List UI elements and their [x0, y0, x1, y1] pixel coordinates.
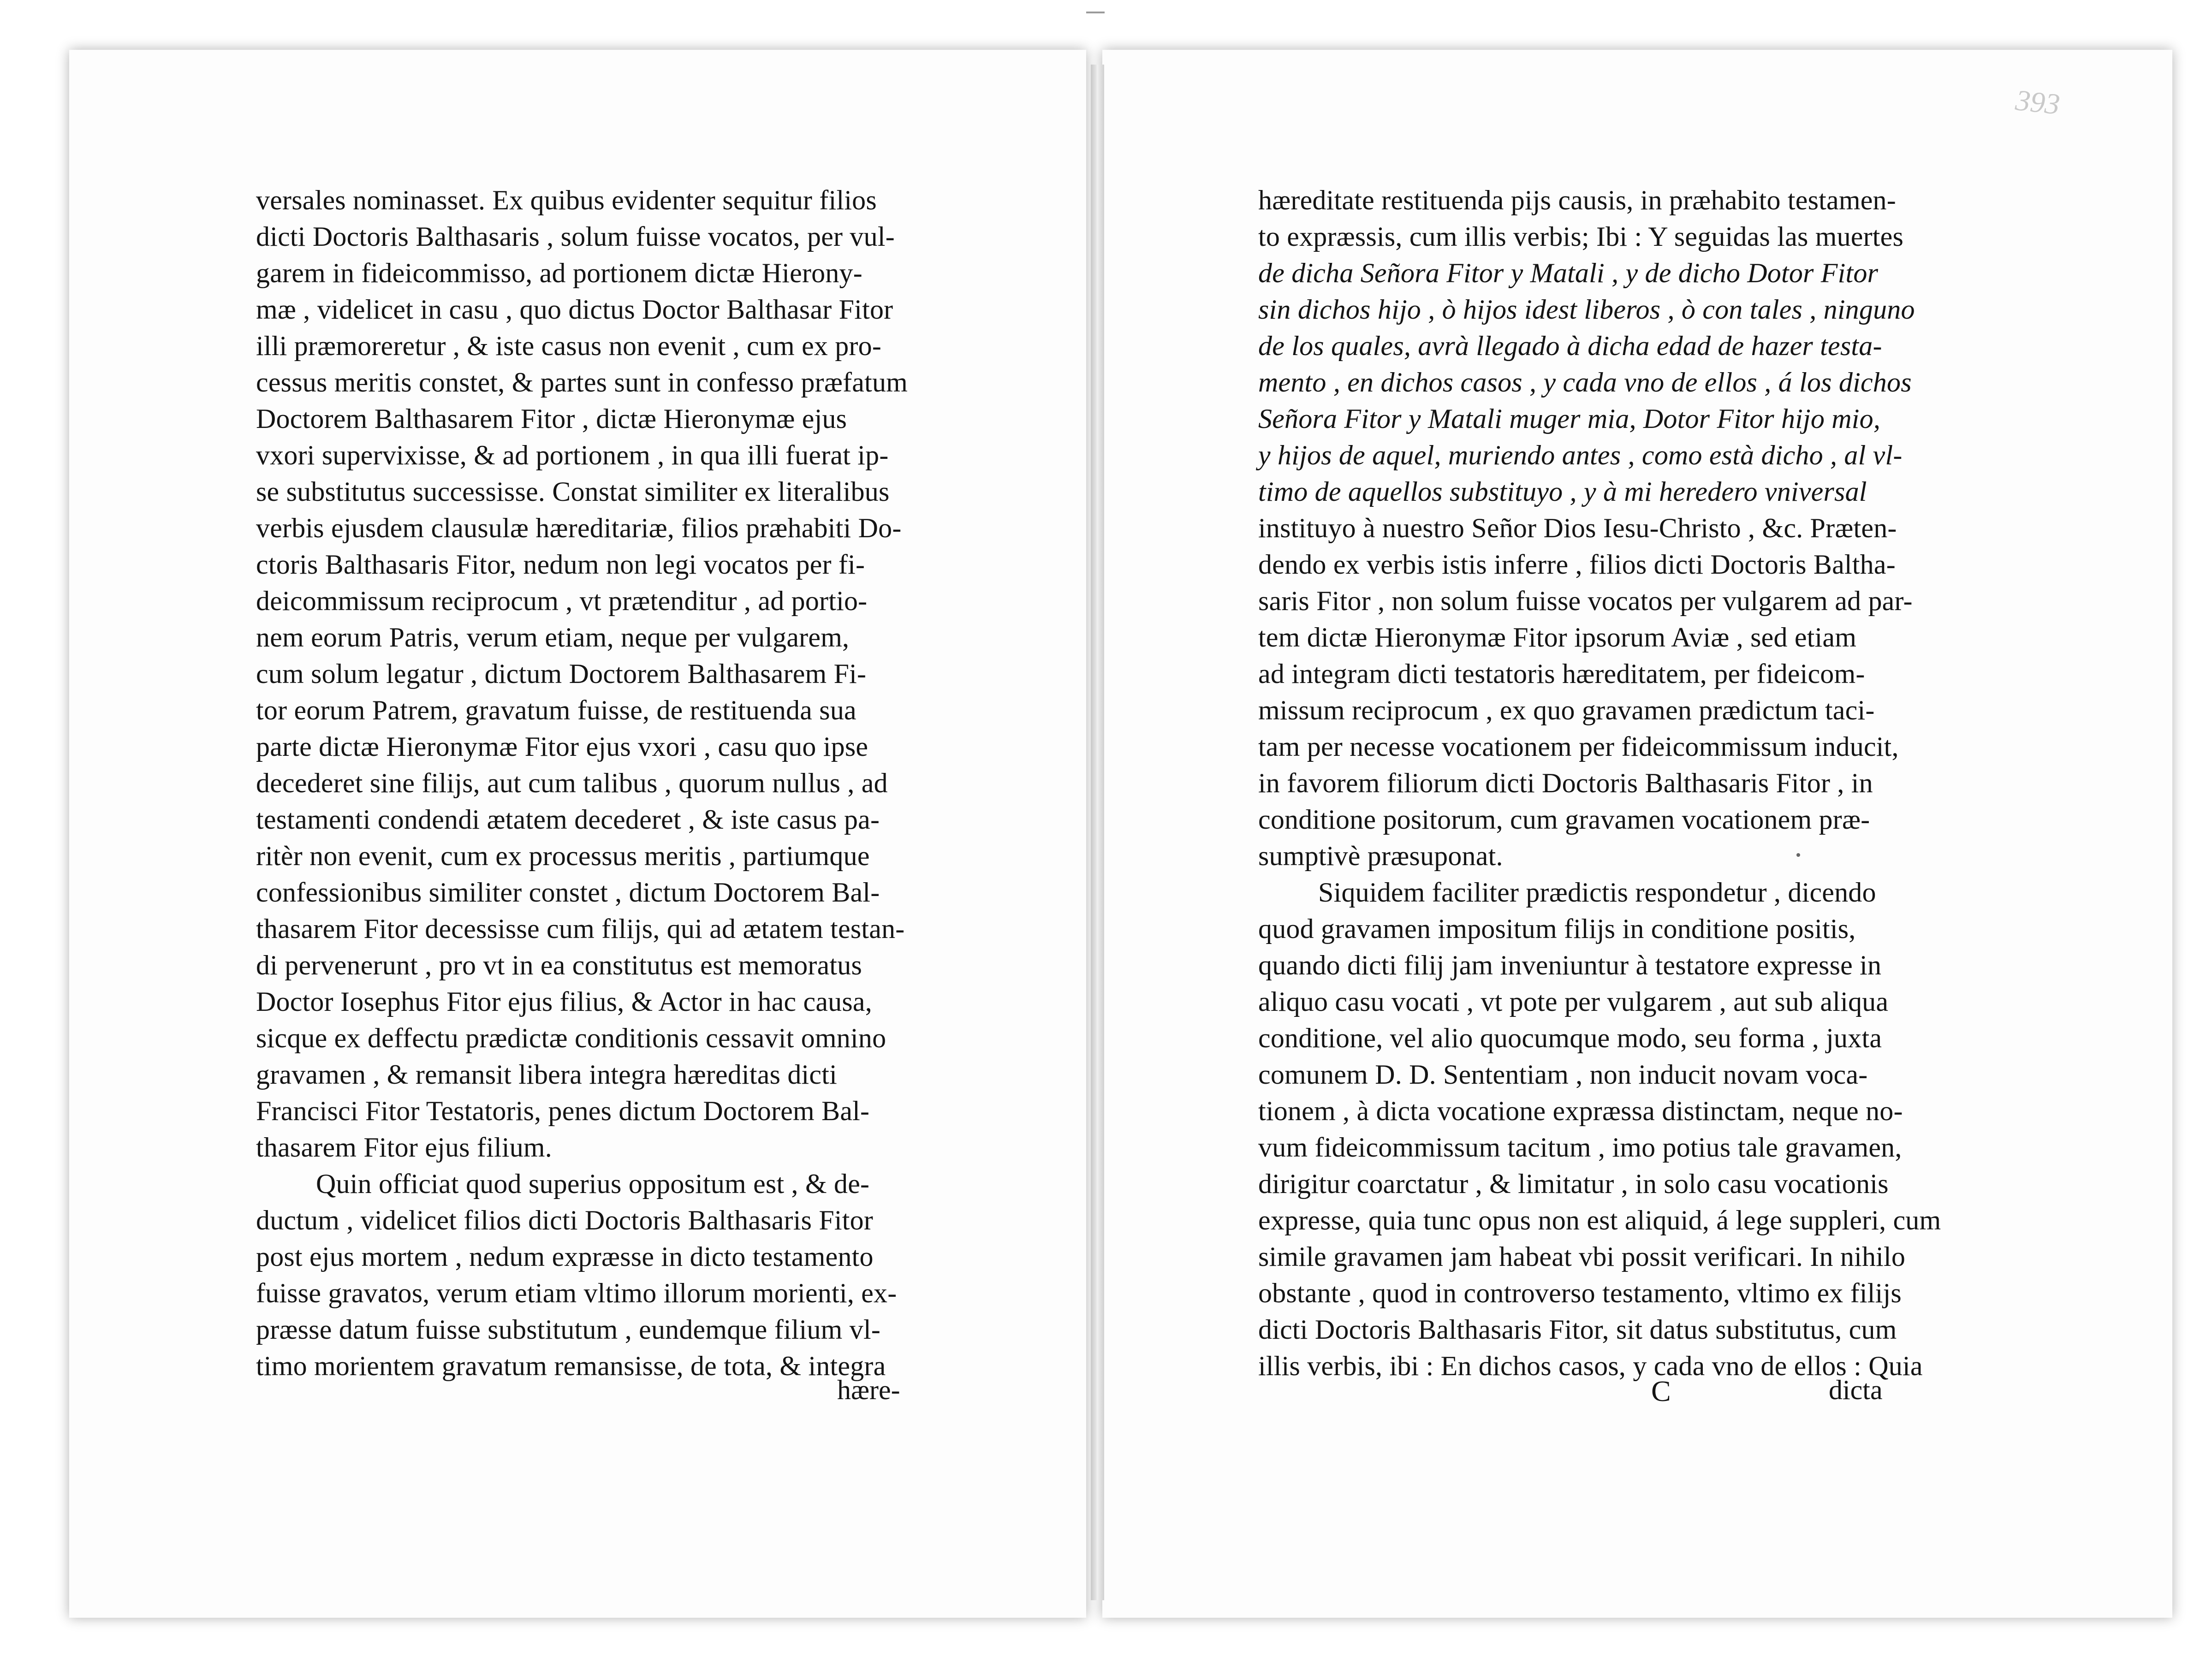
text-line: verbis ejusdem clausulæ hæreditariæ, filios præhabiti Do-: [256, 513, 902, 543]
text-line: thasarem Fitor ejus filium.: [256, 1132, 552, 1163]
text-line: simile gravamen jam habeat vbi possit verificari. In nihilo: [1258, 1241, 1906, 1272]
text-line: sin dichos hijo , ò hijos idest liberos , ò con tales , ninguno: [1258, 294, 1915, 325]
text-line: obstante , quod in controverso testamento, vltimo ex filijs: [1258, 1278, 1902, 1308]
text-line: se substitutus successisse. Constat similiter ex literalibus: [256, 476, 890, 507]
text-line: præsse datum fuisse substitutum , eundemque filium vl-: [256, 1314, 881, 1345]
text-line: illi præmoreretur , & iste casus non evenit , cum ex pro-: [256, 331, 882, 361]
text-line: testamenti condendi ætatem decederet , & iste casus pa-: [256, 804, 880, 835]
text-line: ductum , videlicet filios dicti Doctoris Balthasaris Fitor: [256, 1205, 874, 1235]
text-line: tor eorum Patrem, gravatum fuisse, de restituenda sua: [256, 695, 856, 725]
text-line: de los quales, avrà llegado à dicha edad de hazer testa-: [1258, 331, 1882, 361]
text-line: Quin officiat quod superius oppositum est , & de-: [316, 1169, 870, 1199]
text-line: deicommissum reciprocum , vt prætenditur , ad portio-: [256, 586, 868, 616]
text-line: expresse, quia tunc opus non est aliquid, á lege suppleri, cum: [1258, 1205, 1941, 1235]
text-line: confessionibus similiter constet , dictum Doctorem Bal-: [256, 877, 880, 908]
right-text-column: [1258, 182, 1941, 1384]
text-line: ritèr non evenit, cum ex processus meritis , partiumque: [256, 841, 870, 871]
text-line: garem in fideicommisso, ad portionem dictæ Hierony-: [256, 258, 862, 288]
text-line: mæ , videlicet in casu , quo dictus Doctor Balthasar Fitor: [256, 294, 893, 325]
text-line: illis verbis, ibi : En dichos casos, y cada vno de ellos : Quia: [1258, 1351, 1923, 1381]
text-line: gravamen , & remansit libera integra hæreditas dicti: [256, 1059, 837, 1090]
text-line: tem dictæ Hieronymæ Fitor ipsorum Aviæ , sed etiam: [1258, 622, 1857, 653]
left-text-column: [256, 182, 908, 1384]
folio-number: 393: [2014, 83, 2062, 121]
text-line: Doctor Iosephus Fitor ejus filius, & Actor in hac causa,: [256, 986, 872, 1017]
text-line: Doctorem Balthasarem Fitor , dictæ Hieronymæ ejus: [256, 404, 847, 434]
text-line: instituyo à nuestro Señor Dios Iesu-Christo , &c. Præten-: [1258, 513, 1897, 543]
text-line: vxori supervixisse, & ad portionem , in qua illi fuerat ip-: [256, 440, 889, 470]
text-line: in favorem filiorum dicti Doctoris Balthasaris Fitor , in: [1258, 768, 1873, 798]
text-line: comunem D. D. Sententiam , non inducit novam voca-: [1258, 1059, 1868, 1090]
text-line: versales nominasset. Ex quibus evidenter sequitur filios: [256, 185, 877, 215]
text-line: tionem , à dicta vocatione expræssa distinctam, neque no-: [1258, 1096, 1903, 1126]
text-line: mento , en dichos casos , y cada vno de ellos , á los dichos: [1258, 367, 1912, 398]
text-line: nem eorum Patris, verum etiam, neque per vulgarem,: [256, 622, 850, 653]
text-line: tam per necesse vocationem per fideicommissum inducit,: [1258, 731, 1899, 762]
text-line: quod gravamen impositum filijs in conditione positis,: [1258, 914, 1856, 944]
text-line: decederet sine filijs, aut cum talibus , quorum nullus , ad: [256, 768, 888, 798]
ink-speck: [1796, 853, 1800, 857]
text-line: fuisse gravatos, verum etiam vltimo illorum morienti, ex-: [256, 1278, 897, 1308]
text-line: hæreditate restituenda pijs causis, in præhabito testamen-: [1258, 185, 1896, 215]
text-line: ctoris Balthasaris Fitor, nedum non legi vocatos per fi-: [256, 549, 865, 580]
right-catchword: dicta: [1829, 1375, 1883, 1405]
text-line: saris Fitor , non solum fuisse vocatos per vulgarem ad par-: [1258, 586, 1913, 616]
left-catchword: hære-: [837, 1375, 900, 1405]
scan-edge-mark: [1086, 12, 1105, 13]
text-line: y hijos de aquel, muriendo antes , como està dicho , al vl-: [1258, 440, 1903, 470]
text-line: conditione positorum, cum gravamen vocationem præ-: [1258, 804, 1870, 835]
text-line: dicti Doctoris Balthasaris , solum fuisse vocatos, per vul-: [256, 221, 895, 252]
text-line: timo morientem gravatum remansisse, de tota, & integra: [256, 1351, 886, 1381]
text-line: missum reciprocum , ex quo gravamen prædictum taci-: [1258, 695, 1875, 725]
text-line: sumptivè præsuponat.: [1258, 841, 1503, 871]
text-line: Siquidem faciliter prædictis respondetur , dicendo: [1318, 877, 1876, 908]
text-line: dendo ex verbis istis inferre , filios dicti Doctoris Baltha-: [1258, 549, 1896, 580]
text-line: sicque ex deffectu prædictæ conditionis cessavit omnino: [256, 1023, 886, 1053]
text-line: ad integram dicti testatoris hæreditatem, per fideicom-: [1258, 659, 1865, 689]
text-line: de dicha Señora Fitor y Matali , y de dicho Dotor Fitor: [1258, 258, 1879, 288]
text-line: dirigitur coarctatur , & limitatur , in solo casu vocationis: [1258, 1169, 1889, 1199]
text-line: Francisci Fitor Testatoris, penes dictum Doctorem Bal-: [256, 1096, 870, 1126]
text-line: timo de aquellos substituyo , y à mi heredero vniversal: [1258, 476, 1867, 507]
signature-mark: C: [1651, 1375, 1671, 1407]
text-line: post ejus mortem , nedum expræsse in dicto testamento: [256, 1241, 874, 1272]
right-gutter-shadow: [1097, 65, 1104, 1600]
text-line: parte dictæ Hieronymæ Fitor ejus vxori , casu quo ipse: [256, 731, 868, 762]
text-line: Señora Fitor y Matali muger mia, Dotor Fitor hijo mio,: [1258, 404, 1881, 434]
text-line: cum solum legatur , dictum Doctorem Balthasarem Fi-: [256, 659, 867, 689]
text-line: aliquo casu vocati , vt pote per vulgarem , aut sub aliqua: [1258, 986, 1889, 1017]
text-line: to expræssis, cum illis verbis; Ibi : Y seguidas las muertes: [1258, 221, 1904, 252]
text-line: cessus meritis constet, & partes sunt in confesso præfatum: [256, 367, 908, 398]
text-line: dicti Doctoris Balthasaris Fitor, sit datus substitutus, cum: [1258, 1314, 1897, 1345]
text-line: di pervenerunt , pro vt in ea constitutus est memoratus: [256, 950, 862, 980]
text-line: quando dicti filij jam inveniuntur à testatore expresse in: [1258, 950, 1882, 980]
text-line: conditione, vel alio quocumque modo, seu forma , juxta: [1258, 1023, 1882, 1053]
text-line: thasarem Fitor decessisse cum filijs, qui ad ætatem testan-: [256, 914, 905, 944]
text-line: vum fideicommissum tacitum , imo potius tale gravamen,: [1258, 1132, 1902, 1163]
